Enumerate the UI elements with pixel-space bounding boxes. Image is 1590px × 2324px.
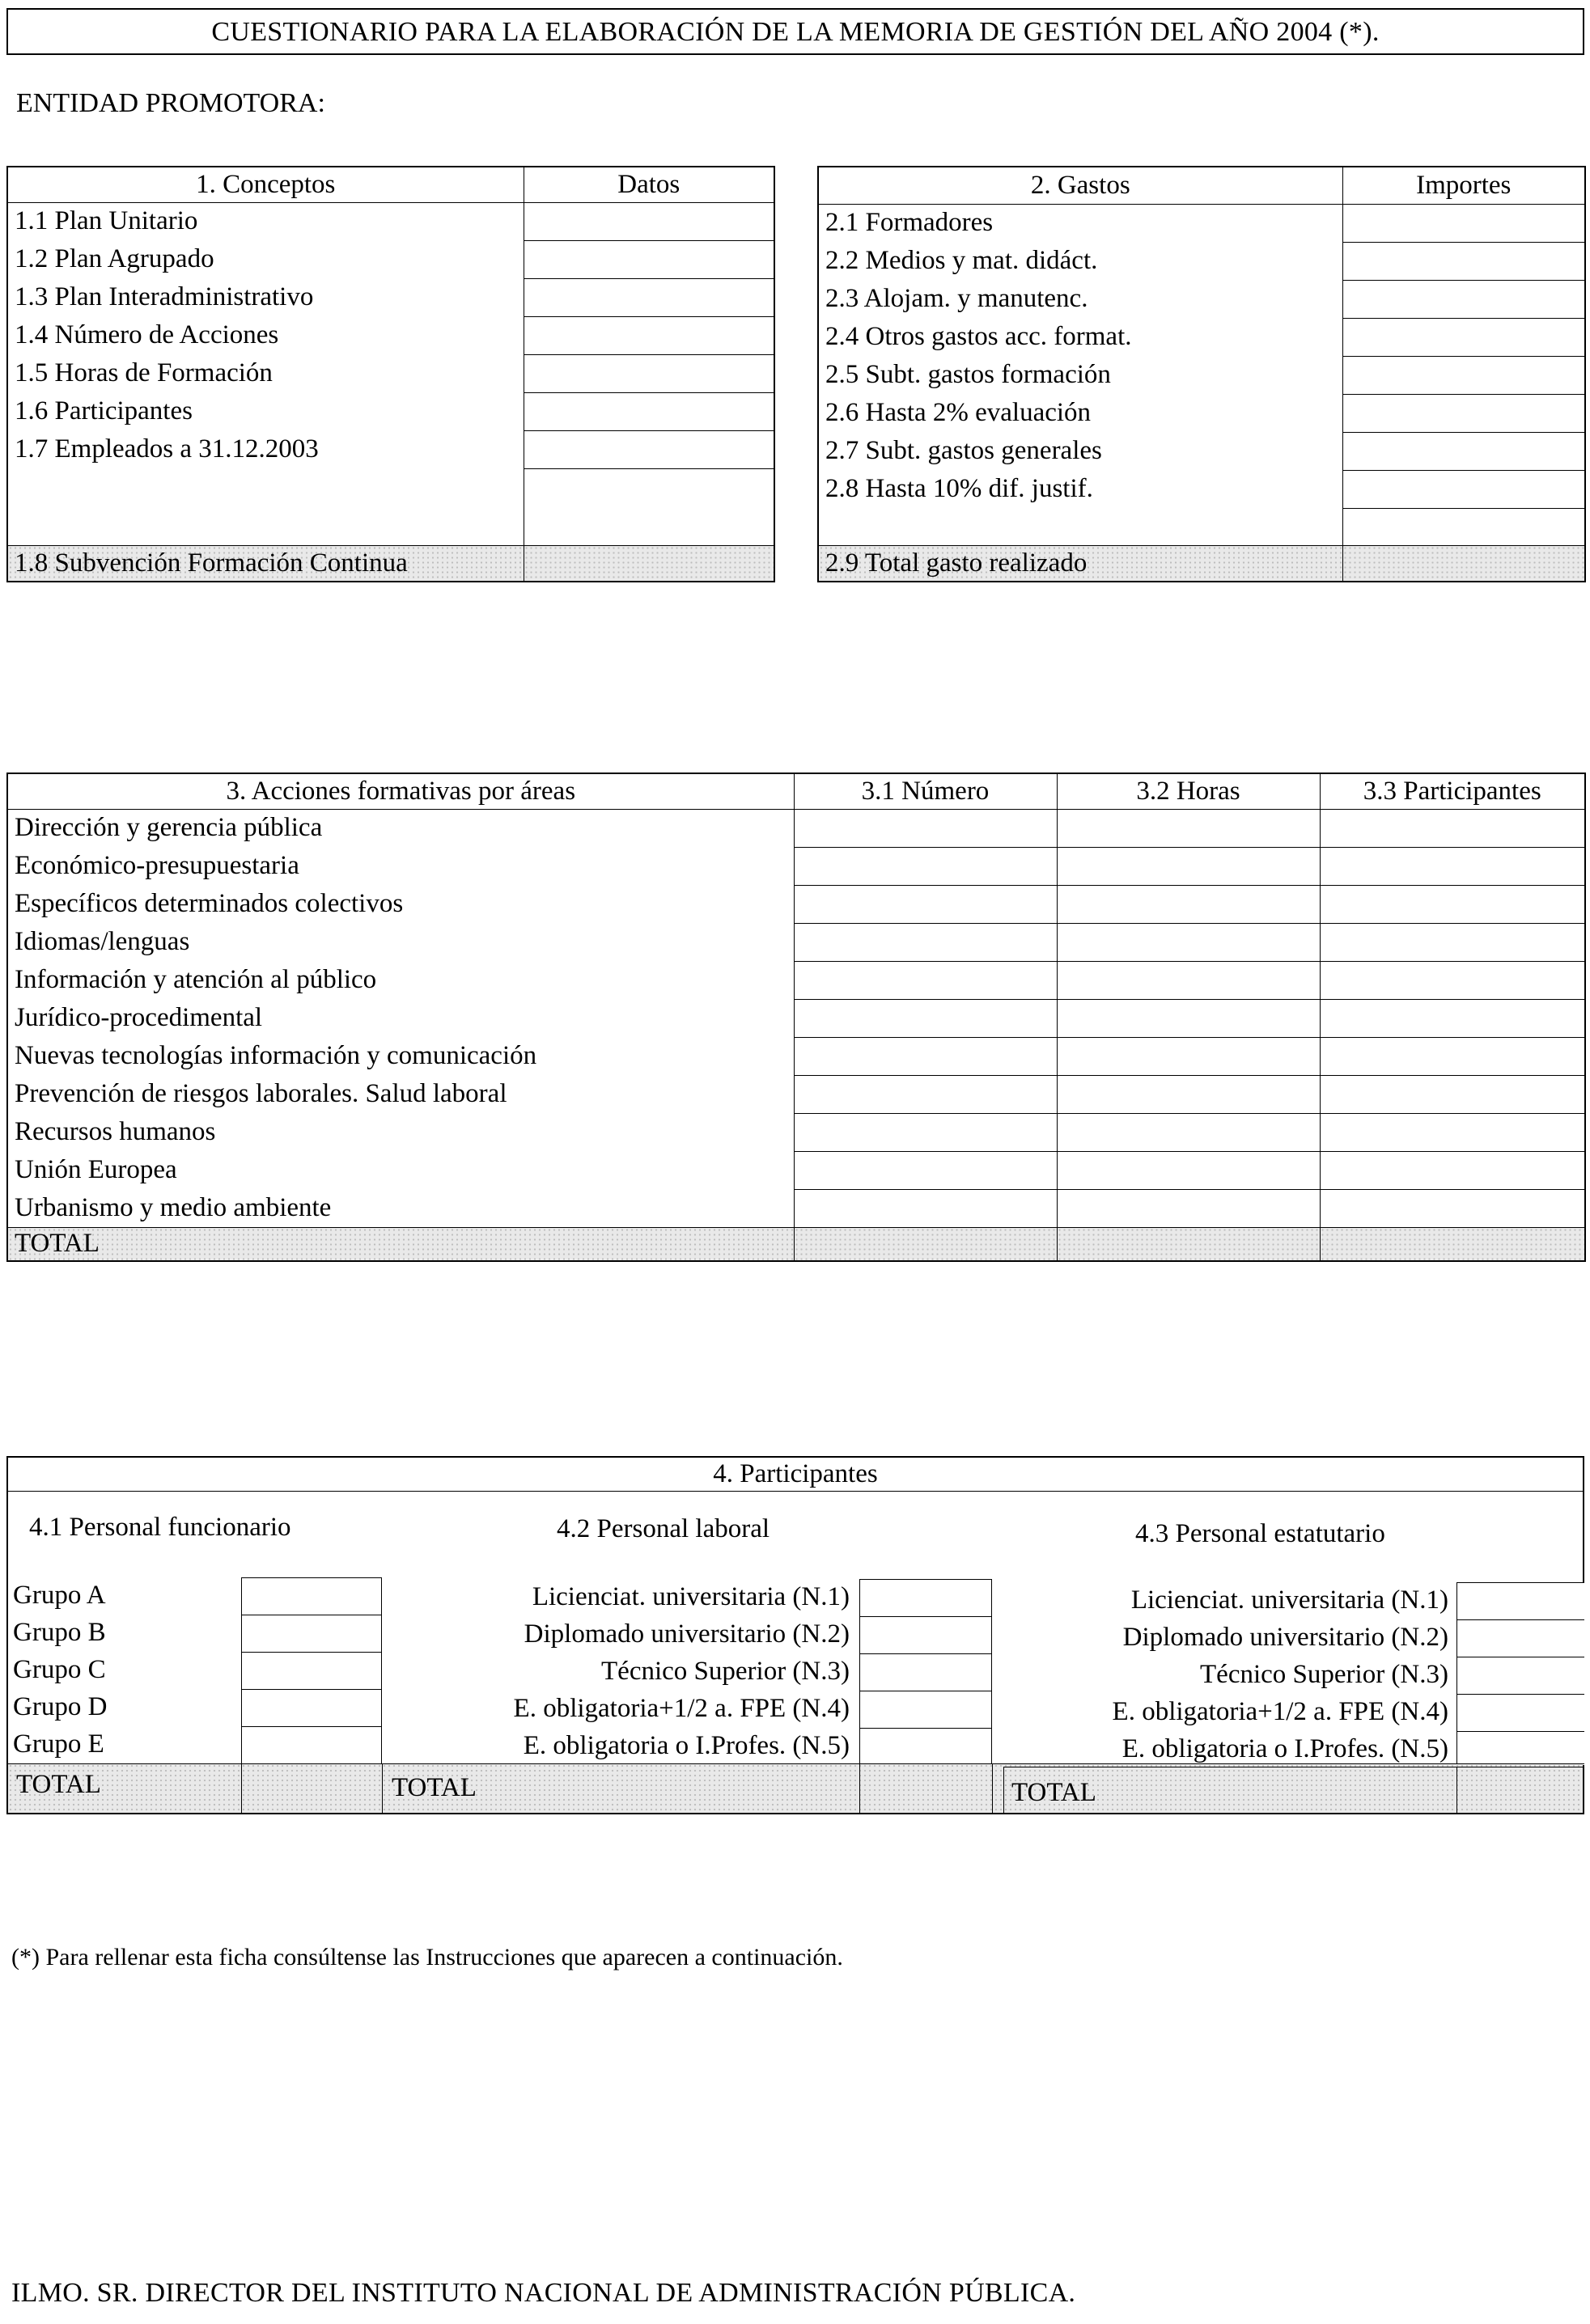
horas-cell[interactable] bbox=[1057, 847, 1320, 885]
estatutario-n2-input[interactable] bbox=[1458, 1621, 1583, 1655]
area-row: Nuevas tecnologías información y comunicación bbox=[7, 1037, 794, 1075]
laboral-label: Técnico Superior (N.3) bbox=[601, 1657, 850, 1686]
estatutario-label: Licienciat. universitaria (N.1) bbox=[1130, 1585, 1448, 1615]
datos-cell[interactable] bbox=[524, 430, 774, 468]
datos-cell[interactable] bbox=[524, 392, 774, 430]
numero-cell[interactable] bbox=[794, 1151, 1057, 1189]
area-row: Información y atención al público bbox=[7, 961, 794, 999]
gasto-row: 2.3 Alojam. y manutenc. bbox=[818, 280, 1342, 318]
horas-cell[interactable] bbox=[1057, 1151, 1320, 1189]
form-title: CUESTIONARIO PARA LA ELABORACIÓN DE LA MEMORIA DE GESTIÓN DEL AÑO 2004 (*). bbox=[6, 8, 1584, 55]
horas-cell[interactable] bbox=[1057, 1189, 1320, 1227]
concepto-row: 1.5 Horas de Formación bbox=[7, 354, 524, 392]
subvencion-cell bbox=[524, 545, 774, 582]
area-row: Dirección y gerencia pública bbox=[7, 809, 794, 847]
divider bbox=[859, 1728, 992, 1729]
concepto-row: 1.2 Plan Agrupado bbox=[7, 240, 524, 278]
numero-cell[interactable] bbox=[794, 847, 1057, 885]
footnote: (*) Para rellenar esta ficha consúltense las Instrucciones que aparecen a continuación. bbox=[11, 1944, 843, 1971]
participantes-cell[interactable] bbox=[1320, 1151, 1585, 1189]
conceptos-header: 1. Conceptos bbox=[7, 167, 524, 202]
participantes-cell[interactable] bbox=[1320, 847, 1585, 885]
grupo-d-input[interactable] bbox=[243, 1691, 380, 1725]
importe-cell[interactable] bbox=[1342, 280, 1585, 318]
total-gasto-label: 2.9 Total gasto realizado bbox=[818, 545, 1342, 582]
area-row: Económico-presupuestaria bbox=[7, 847, 794, 885]
estatutario-label: E. obligatoria o I.Profes. (N.5) bbox=[1121, 1734, 1448, 1763]
numero-cell[interactable] bbox=[794, 1189, 1057, 1227]
laboral-label: E. obligatoria+1/2 a. FPE (N.4) bbox=[513, 1694, 850, 1723]
numero-cell[interactable] bbox=[794, 1113, 1057, 1151]
horas-cell[interactable] bbox=[1057, 1037, 1320, 1075]
horas-cell[interactable] bbox=[1057, 809, 1320, 847]
participantes-cell[interactable] bbox=[1320, 923, 1585, 961]
numero-cell[interactable] bbox=[794, 885, 1057, 923]
numero-header: 3.1 Número bbox=[794, 773, 1057, 809]
participantes-total-cell bbox=[1320, 1227, 1585, 1261]
concepto-row-empty bbox=[7, 468, 524, 545]
datos-header: Datos bbox=[524, 167, 774, 202]
personal-laboral-heading: 4.2 Personal laboral bbox=[557, 1514, 770, 1543]
acciones-total-label: TOTAL bbox=[7, 1227, 794, 1261]
grupo-a-input[interactable] bbox=[243, 1579, 380, 1613]
divider bbox=[6, 1763, 1584, 1764]
acciones-header: 3. Acciones formativas por áreas bbox=[7, 773, 794, 809]
laboral-n4-input[interactable] bbox=[861, 1692, 990, 1726]
area-row: Urbanismo y medio ambiente bbox=[7, 1189, 794, 1227]
importe-cell[interactable] bbox=[1342, 432, 1585, 470]
numero-cell[interactable] bbox=[794, 1075, 1057, 1113]
gasto-row: 2.7 Subt. gastos generales bbox=[818, 432, 1342, 470]
participantes-cell[interactable] bbox=[1320, 885, 1585, 923]
gasto-row-empty bbox=[818, 508, 1342, 545]
grupo-c-input[interactable] bbox=[243, 1653, 380, 1687]
area-row: Unión Europea bbox=[7, 1151, 794, 1189]
estatutario-label: Técnico Superior (N.3) bbox=[1200, 1660, 1448, 1689]
divider bbox=[859, 1763, 860, 1814]
datos-cell[interactable] bbox=[524, 240, 774, 278]
participantes-cell[interactable] bbox=[1320, 1113, 1585, 1151]
entidad-promotora-label: ENTIDAD PROMOTORA: bbox=[16, 88, 325, 118]
numero-cell[interactable] bbox=[794, 961, 1057, 999]
datos-cell[interactable] bbox=[524, 316, 774, 354]
datos-cell[interactable] bbox=[524, 354, 774, 392]
gasto-row: 2.6 Hasta 2% evaluación bbox=[818, 394, 1342, 432]
numero-total-cell bbox=[794, 1227, 1057, 1261]
importe-cell[interactable] bbox=[1342, 508, 1585, 545]
divider bbox=[1456, 1767, 1457, 1814]
horas-total-cell bbox=[1057, 1227, 1320, 1261]
personal-estatutario-heading: 4.3 Personal estatutario bbox=[1135, 1519, 1385, 1548]
datos-cell[interactable] bbox=[524, 468, 774, 545]
gasto-row: 2.2 Medios y mat. didáct. bbox=[818, 242, 1342, 280]
horas-header: 3.2 Horas bbox=[1057, 773, 1320, 809]
laboral-n3-input[interactable] bbox=[861, 1655, 990, 1689]
gastos-table bbox=[817, 166, 1586, 582]
numero-cell[interactable] bbox=[794, 999, 1057, 1037]
conceptos-table bbox=[6, 166, 775, 582]
laboral-total-label: TOTAL bbox=[392, 1773, 477, 1802]
horas-cell[interactable] bbox=[1057, 961, 1320, 999]
estatutario-label: E. obligatoria+1/2 a. FPE (N.4) bbox=[1112, 1697, 1448, 1726]
gasto-row: 2.4 Otros gastos acc. format. bbox=[818, 318, 1342, 356]
divider bbox=[1456, 1731, 1584, 1732]
concepto-row: 1.6 Participantes bbox=[7, 392, 524, 430]
horas-cell[interactable] bbox=[1057, 999, 1320, 1037]
gasto-row: 2.1 Formadores bbox=[818, 204, 1342, 242]
concepto-row: 1.7 Empleados a 31.12.2003 bbox=[7, 430, 524, 468]
participantes-cell[interactable] bbox=[1320, 1037, 1585, 1075]
importe-cell[interactable] bbox=[1342, 470, 1585, 508]
subvencion-label: 1.8 Subvención Formación Continua bbox=[7, 545, 524, 582]
importe-cell[interactable] bbox=[1342, 318, 1585, 356]
divider bbox=[1456, 1694, 1584, 1695]
area-row: Recursos humanos bbox=[7, 1113, 794, 1151]
datos-cell[interactable] bbox=[524, 278, 774, 316]
addressee: ILMO. SR. DIRECTOR DEL INSTITUTO NACIONAL DE ADMINISTRACIÓN PÚBLICA. bbox=[11, 2278, 1076, 2308]
area-row: Idiomas/lenguas bbox=[7, 923, 794, 961]
estatutario-total-label: TOTAL bbox=[1011, 1778, 1096, 1807]
divider bbox=[241, 1726, 382, 1727]
importe-cell[interactable] bbox=[1342, 356, 1585, 394]
divider bbox=[859, 1616, 992, 1617]
laboral-n1-input[interactable] bbox=[861, 1581, 990, 1615]
participantes-cell[interactable] bbox=[1320, 1189, 1585, 1227]
area-row: Jurídico-procedimental bbox=[7, 999, 794, 1037]
divider bbox=[241, 1763, 242, 1814]
horas-cell[interactable] bbox=[1057, 1075, 1320, 1113]
laboral-label: E. obligatoria o I.Profes. (N.5) bbox=[523, 1731, 850, 1760]
horas-cell[interactable] bbox=[1057, 885, 1320, 923]
divider bbox=[1003, 1767, 1004, 1814]
gasto-row: 2.8 Hasta 10% dif. justif. bbox=[818, 470, 1342, 508]
numero-cell[interactable] bbox=[794, 923, 1057, 961]
laboral-n5-input[interactable] bbox=[861, 1729, 990, 1763]
grupo-label: Grupo D bbox=[13, 1692, 108, 1721]
gasto-row: 2.5 Subt. gastos formación bbox=[818, 356, 1342, 394]
area-row: Específicos determinados colectivos bbox=[7, 885, 794, 923]
numero-cell[interactable] bbox=[794, 809, 1057, 847]
participantes-cell[interactable] bbox=[1320, 809, 1585, 847]
laboral-label: Licienciat. universitaria (N.1) bbox=[532, 1582, 850, 1611]
datos-cell[interactable] bbox=[524, 202, 774, 240]
importes-header: Importes bbox=[1342, 167, 1585, 204]
concepto-row: 1.3 Plan Interadministrativo bbox=[7, 278, 524, 316]
participantes-title: 4. Participantes bbox=[6, 1456, 1584, 1492]
grupo-e-input[interactable] bbox=[243, 1728, 380, 1762]
gastos-header: 2. Gastos bbox=[818, 167, 1342, 204]
importe-cell[interactable] bbox=[1342, 394, 1585, 432]
concepto-row: 1.4 Número de Acciones bbox=[7, 316, 524, 354]
participantes-cell[interactable] bbox=[1320, 961, 1585, 999]
estatutario-label: Diplomado universitario (N.2) bbox=[1122, 1623, 1448, 1652]
divider bbox=[1456, 1619, 1584, 1620]
estatutario-n5-input[interactable] bbox=[1458, 1733, 1583, 1767]
grupo-label: Grupo C bbox=[13, 1655, 106, 1684]
participantes-header: 3.3 Participantes bbox=[1320, 773, 1585, 809]
divider bbox=[382, 1763, 383, 1814]
horas-cell[interactable] bbox=[1057, 923, 1320, 961]
divider bbox=[241, 1689, 382, 1690]
grupo-label: Grupo B bbox=[13, 1618, 106, 1647]
grupo-label: Grupo A bbox=[13, 1581, 106, 1610]
participantes-cell[interactable] bbox=[1320, 999, 1585, 1037]
area-row: Prevención de riesgos laborales. Salud laboral bbox=[7, 1075, 794, 1113]
divider bbox=[241, 1652, 382, 1653]
grupo-label: Grupo E bbox=[13, 1729, 104, 1759]
estatutario-n4-input[interactable] bbox=[1458, 1695, 1583, 1729]
estatutario-n3-input[interactable] bbox=[1458, 1658, 1583, 1692]
funcionario-total-label: TOTAL bbox=[16, 1770, 101, 1799]
total-gasto-cell bbox=[1342, 545, 1585, 582]
participantes-cell[interactable] bbox=[1320, 1075, 1585, 1113]
laboral-label: Diplomado universitario (N.2) bbox=[524, 1619, 850, 1649]
grupo-b-input[interactable] bbox=[243, 1616, 380, 1650]
importe-cell[interactable] bbox=[1342, 204, 1585, 242]
estatutario-n1-input[interactable] bbox=[1458, 1584, 1583, 1618]
numero-cell[interactable] bbox=[794, 1037, 1057, 1075]
divider bbox=[859, 1653, 992, 1654]
acciones-table bbox=[6, 773, 1586, 1262]
concepto-row: 1.1 Plan Unitario bbox=[7, 202, 524, 240]
horas-cell[interactable] bbox=[1057, 1113, 1320, 1151]
participantes-total-row bbox=[8, 1763, 1583, 1813]
divider bbox=[992, 1763, 993, 1814]
importe-cell[interactable] bbox=[1342, 242, 1585, 280]
laboral-n2-input[interactable] bbox=[861, 1618, 990, 1652]
personal-funcionario-heading: 4.1 Personal funcionario bbox=[29, 1513, 291, 1542]
